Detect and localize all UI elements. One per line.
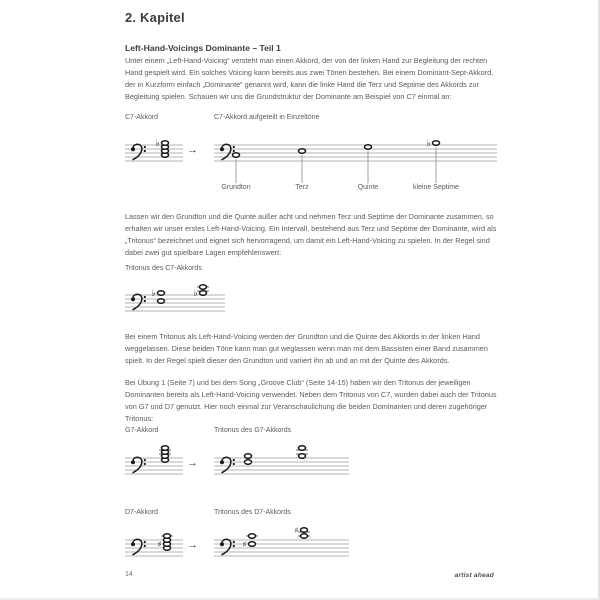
svg-text:♭: ♭ — [151, 288, 156, 299]
c7-chord-label: C7-Akkord — [125, 114, 159, 121]
g7-chord-staff — [125, 440, 183, 482]
svg-text:♯: ♯ — [294, 525, 299, 535]
g7-chord-label: G7-Akkord — [125, 427, 159, 434]
paragraph-weglassen: Bei einem Tritonus als Left-Hand-Voicing werden der Grundton und die Quinte des Akkords in der linken Hand weggelassen. Diese beiden Töne kann man gut weglassen wenn man mit dem Bassisten einer Band zusammen spielt. In der Regel spielt dieser den Grundton und variiert ihn ab und an mit der Quinte des Akkords. — [125, 332, 488, 365]
g7-tritone-label: Tritonus des G7-Akkords — [214, 427, 292, 434]
svg-text:♭: ♭ — [193, 288, 198, 299]
paragraph-uebung: Bei Übung 1 (Seite 7) und bei dem Song „Groove Club“ (Seite 14-15) haben wir den Tritonus der jeweiligen Dominanten bereits als Left-Hand-Voicing verwendet. Neben dem Tritonus von C7, wurden dabei auch der Tritonus von G7 und D7 genutzt. Hier noch einmal zur Veranschaulichung die beiden Dominanten und deren zugehöriger Tritonus: — [125, 378, 497, 423]
note-label-kleine-septime: kleine Septime — [413, 184, 459, 191]
paragraph-tritonus: Lassen wir den Grundton und die Quinte außer acht und nehmen Terz und Septime der Dominante zusammen, so erhalten wir unser erstes Left-Hand-Voicing. Ein Intervall, bestehend aus Terz und Septime der Dominante, wird als „Tritonus“ bezeichnet und eignet sich hervorragend, um damit ein Left-Hand-Voicing zu spielen. In der Regel sind dabei zwei gut spielbare Lagen empfehlenswert: — [125, 212, 497, 257]
note-label-grundton: Grundton — [221, 184, 251, 191]
paragraph-intro: Unter einem „Left-Hand-Voicing“ versteht man einen Akkord, der von der linken Hand zur Begleitung der rechten Hand gespielt wird. Ein solches Voicing kann bereits aus zwei Tönen bestehen. Bei einem Dominant-Sept-Akkord, der in Kurzform einfach „Dominante“ genannt wird, kann die linke Hand die Terz und Septime des Akkords zur Begleitung spielen. Schauen wir uns die Grundstruktur der Dominante am Beispiel von C7 einmal an: — [125, 56, 494, 101]
page-number: 14 — [125, 571, 133, 578]
svg-text:♯: ♯ — [157, 539, 162, 549]
c7-chord-staff — [125, 127, 183, 169]
arrow-icon: → — [187, 539, 198, 551]
d7-chord-staff — [125, 522, 183, 564]
d7-tritone-label: Tritonus des D7-Akkords — [214, 509, 291, 516]
c7-split-figure — [214, 127, 497, 197]
chapter-title: 2. Kapitel — [125, 10, 185, 25]
c7-tritone-label: Tritonus des C7-Akkords — [125, 265, 202, 272]
svg-text:♯: ♯ — [242, 539, 247, 549]
note-label-terz: Terz — [295, 184, 309, 191]
publisher-logo: artist ahead — [454, 572, 494, 579]
arrow-icon: → — [187, 457, 198, 469]
svg-text:♭: ♭ — [426, 138, 431, 149]
c7-split-label: C7-Akkord aufgeteilt in Einzeltöne — [214, 114, 320, 121]
section-title: Left-Hand-Voicings Dominante – Teil 1 — [125, 43, 281, 53]
arrow-icon: → — [187, 144, 198, 156]
d7-chord-label: D7-Akkord — [125, 509, 159, 516]
note-label-quinte: Quinte — [357, 184, 379, 191]
c7-tritone-staff — [125, 277, 225, 319]
g7-tritone-staff — [214, 440, 349, 482]
svg-text:♭: ♭ — [155, 138, 160, 149]
d7-tritone-staff — [214, 522, 349, 564]
